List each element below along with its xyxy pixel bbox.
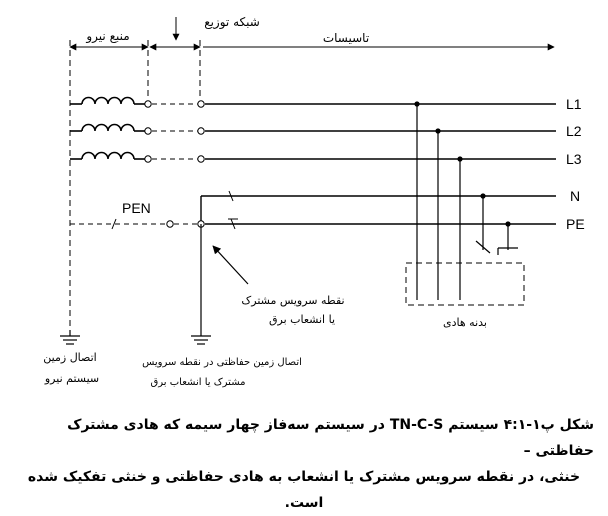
pen-label: PEN (122, 200, 151, 216)
conductor-label-l3: L3 (566, 151, 582, 167)
conductor-label-l2: L2 (566, 123, 582, 139)
conductor-label-n: N (570, 188, 581, 204)
conductor-label-pe: PE (566, 216, 585, 232)
figure-caption (14, 412, 594, 516)
service-point-label-2: یا انشعاب برق (268, 313, 336, 326)
caption-line-2: خنثی، در نقطه سرویس مشترک یا انشعاب به هادی حفاظتی و خنثی تفکیک شده است. (27, 469, 581, 511)
conductive-body-box (406, 263, 524, 305)
section-dimensions (70, 17, 554, 47)
power-source-label: منبع نیرو (86, 29, 130, 43)
earth-electrodes (60, 224, 211, 344)
conductor-label-l1: L1 (566, 96, 582, 112)
service-point-label-1: نقطه سرویس مشترک (241, 294, 345, 307)
installations-label: تاسیسات (322, 31, 370, 45)
service-point-arrow (213, 246, 248, 284)
source-windings (70, 98, 145, 160)
earth-label-2: سیستم نیرو (44, 372, 100, 385)
protective-earth-label-1: اتصال زمین حفاظتی در نقطه سرویس (142, 357, 302, 368)
conductive-body-label: بدنه هادی (443, 316, 487, 329)
load-drops (417, 104, 518, 300)
caption-line-1: شکل پ۱-۴:۱ سیستم TN-C-S در سیستم سه‌فاز چهار سیمه که هادی مشترک حفاظتی – (67, 417, 594, 459)
protective-earth-label-2: مشترک یا انشعاب برق (150, 377, 246, 388)
terminals (145, 101, 204, 227)
distribution-network-label: شبکه توزیع (204, 15, 260, 29)
installation-conductors (201, 104, 556, 224)
earth-label-1: اتصال زمین (43, 351, 97, 364)
junction-dots (414, 101, 510, 226)
section-boundaries (70, 40, 200, 330)
